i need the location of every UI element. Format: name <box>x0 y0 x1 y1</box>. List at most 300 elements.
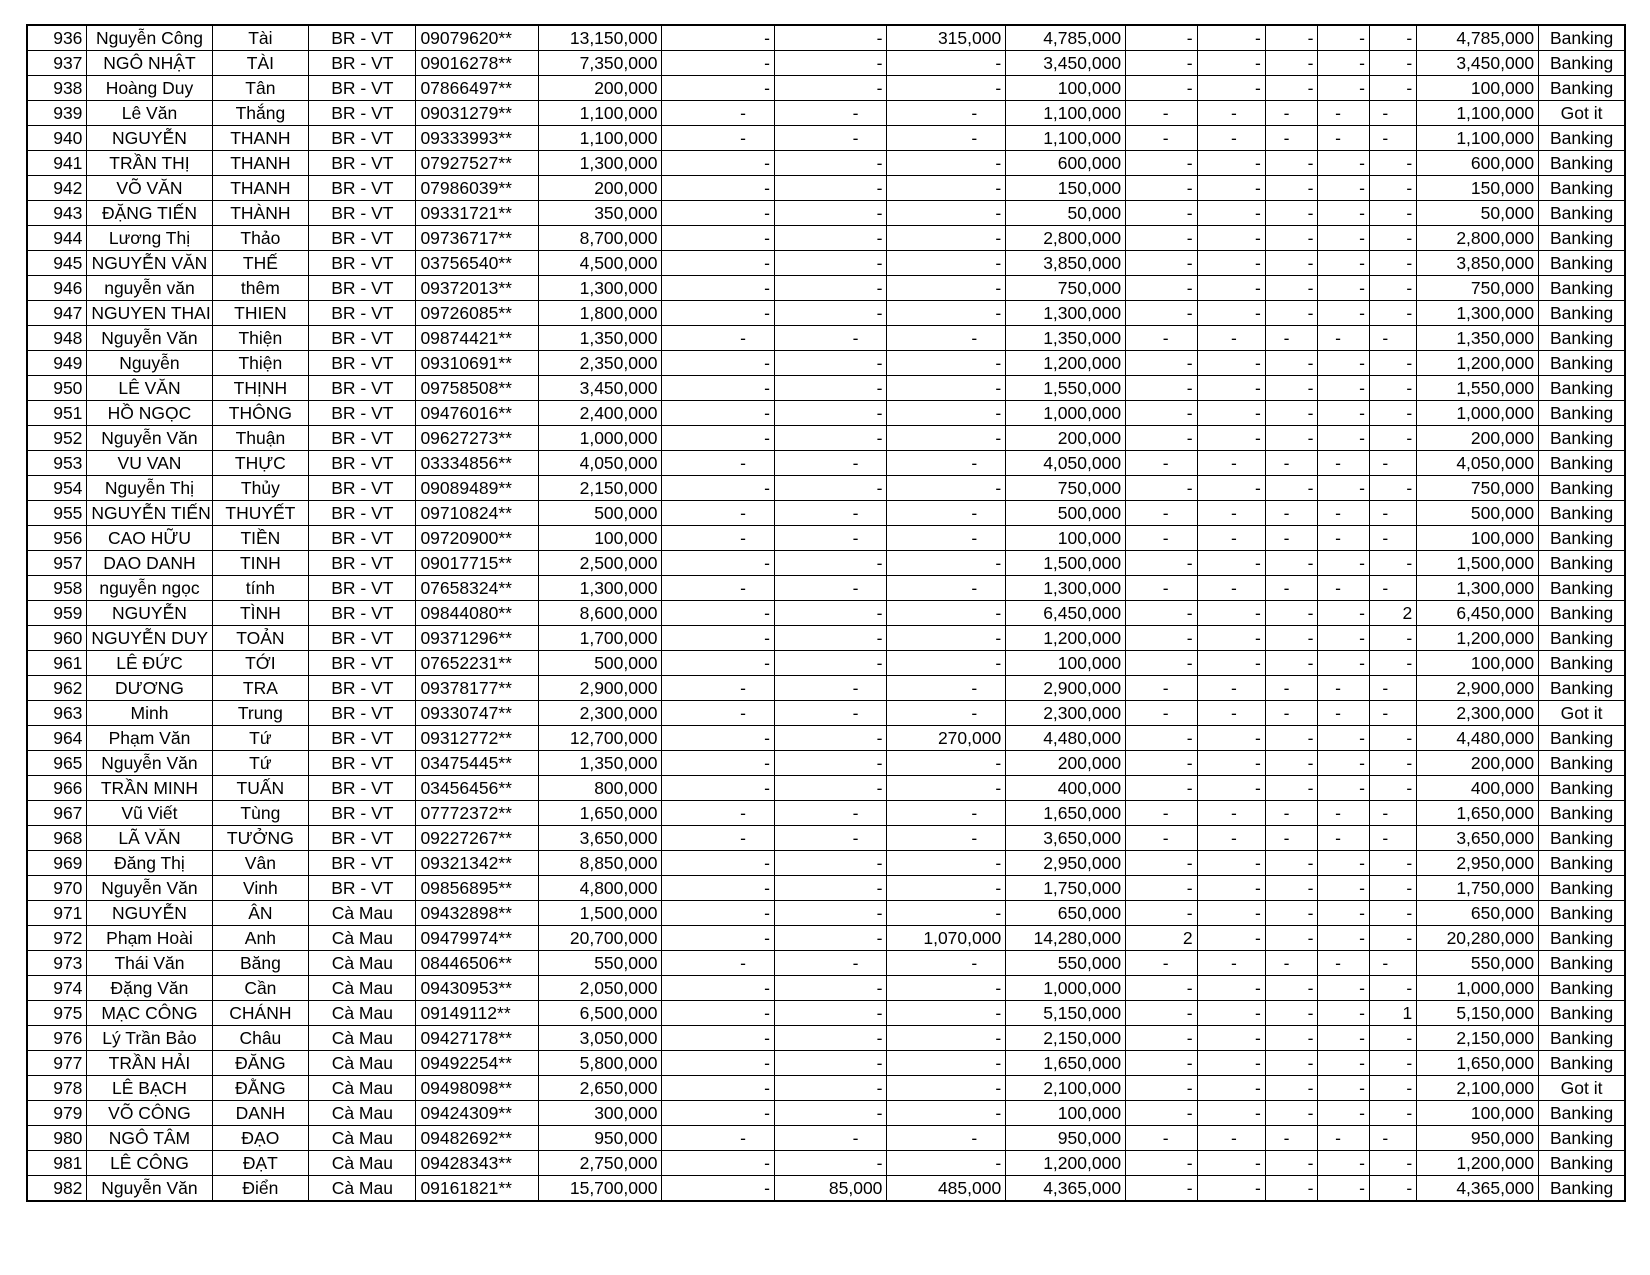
cell-amount-total: 1,350,000 <box>539 326 662 351</box>
cell-row-number: 955 <box>27 501 87 526</box>
cell-amount-final: 50,000 <box>1417 201 1539 226</box>
cell-row-number: 944 <box>27 226 87 251</box>
cell-province: BR - VT <box>309 376 416 401</box>
cell-count-a: - <box>1126 726 1197 751</box>
cell-count-c: - <box>1265 1076 1318 1101</box>
cell-count-b: - <box>1197 1101 1265 1126</box>
cell-amount-final: 1,200,000 <box>1417 1151 1539 1176</box>
cell-count-d: - <box>1318 776 1370 801</box>
cell-phone: 09149112** <box>416 1001 539 1026</box>
cell-amount-paid: 2,150,000 <box>1006 1026 1126 1051</box>
cell-amount-final: 500,000 <box>1417 501 1539 526</box>
cell-count-b: - <box>1197 601 1265 626</box>
cell-count-c: - <box>1265 751 1318 776</box>
cell-amount-paid: 3,650,000 <box>1006 826 1126 851</box>
cell-deduction-a: - <box>662 226 774 251</box>
cell-phone: 03475445** <box>416 751 539 776</box>
cell-deduction-c: - <box>887 476 1006 501</box>
cell-count-a: - <box>1126 476 1197 501</box>
cell-payment-method: Banking <box>1539 25 1625 51</box>
cell-count-c: - <box>1265 151 1318 176</box>
cell-province: BR - VT <box>309 276 416 301</box>
cell-province: BR - VT <box>309 176 416 201</box>
cell-amount-final: 1,000,000 <box>1417 401 1539 426</box>
cell-phone: 07772372** <box>416 801 539 826</box>
cell-amount-total: 15,700,000 <box>539 1176 662 1202</box>
cell-given-name: DANH <box>212 1101 309 1126</box>
cell-province: BR - VT <box>309 726 416 751</box>
cell-phone: 03334856** <box>416 451 539 476</box>
cell-phone: 07866497** <box>416 76 539 101</box>
cell-count-d: - <box>1318 876 1370 901</box>
cell-deduction-a: - <box>662 476 774 501</box>
table-row <box>27 551 1625 576</box>
cell-amount-paid: 1,100,000 <box>1006 126 1126 151</box>
cell-deduction-a: - <box>662 626 774 651</box>
cell-amount-total: 950,000 <box>539 1126 662 1151</box>
cell-deduction-a: - <box>662 726 774 751</box>
cell-deduction-b: - <box>774 876 886 901</box>
cell-count-e: - <box>1369 951 1416 976</box>
cell-count-c: - <box>1265 326 1318 351</box>
cell-surname: nguyễn ngọc <box>87 576 212 601</box>
cell-count-a: - <box>1126 1051 1197 1076</box>
cell-count-e: 1 <box>1369 1001 1416 1026</box>
cell-amount-paid: 1,100,000 <box>1006 101 1126 126</box>
cell-count-b: - <box>1197 751 1265 776</box>
cell-phone: 07927527** <box>416 151 539 176</box>
cell-payment-method: Banking <box>1539 1151 1625 1176</box>
cell-given-name: Tứ <box>212 751 309 776</box>
table-row <box>27 426 1625 451</box>
cell-phone: 09330747** <box>416 701 539 726</box>
cell-count-d: - <box>1318 126 1370 151</box>
table-row <box>27 1026 1625 1051</box>
cell-count-d: - <box>1318 801 1370 826</box>
cell-deduction-a: - <box>662 1051 774 1076</box>
cell-amount-paid: 1,500,000 <box>1006 551 1126 576</box>
cell-surname: NGÔ TÂM <box>87 1126 212 1151</box>
cell-amount-paid: 50,000 <box>1006 201 1126 226</box>
cell-count-b: - <box>1197 1001 1265 1026</box>
cell-count-c: - <box>1265 451 1318 476</box>
cell-row-number: 969 <box>27 851 87 876</box>
cell-province: BR - VT <box>309 876 416 901</box>
cell-deduction-a: - <box>662 301 774 326</box>
cell-amount-paid: 200,000 <box>1006 751 1126 776</box>
cell-amount-paid: 150,000 <box>1006 176 1126 201</box>
cell-deduction-c: 315,000 <box>887 25 1006 51</box>
cell-deduction-b: - <box>774 1126 886 1151</box>
cell-payment-method: Banking <box>1539 226 1625 251</box>
cell-count-c: - <box>1265 901 1318 926</box>
cell-count-b: - <box>1197 851 1265 876</box>
cell-amount-paid: 2,100,000 <box>1006 1076 1126 1101</box>
cell-amount-final: 1,350,000 <box>1417 326 1539 351</box>
cell-count-d: - <box>1318 326 1370 351</box>
cell-given-name: Vinh <box>212 876 309 901</box>
cell-amount-total: 500,000 <box>539 501 662 526</box>
cell-row-number: 959 <box>27 601 87 626</box>
table-row <box>27 176 1625 201</box>
cell-deduction-b: - <box>774 151 886 176</box>
cell-amount-paid: 3,850,000 <box>1006 251 1126 276</box>
cell-deduction-a: - <box>662 651 774 676</box>
cell-surname: TRẦN MINH <box>87 776 212 801</box>
cell-amount-total: 2,300,000 <box>539 701 662 726</box>
cell-count-c: - <box>1265 776 1318 801</box>
cell-deduction-b: - <box>774 226 886 251</box>
cell-amount-total: 2,650,000 <box>539 1076 662 1101</box>
cell-row-number: 951 <box>27 401 87 426</box>
cell-given-name: Thiện <box>212 351 309 376</box>
cell-count-e: - <box>1369 926 1416 951</box>
table-row <box>27 451 1625 476</box>
cell-phone: 09378177** <box>416 676 539 701</box>
cell-deduction-b: - <box>774 351 886 376</box>
cell-surname: ĐẶNG TIẾN <box>87 201 212 226</box>
cell-count-d: - <box>1318 376 1370 401</box>
cell-given-name: TÀI <box>212 51 309 76</box>
table-row <box>27 351 1625 376</box>
cell-given-name: ĐẠO <box>212 1126 309 1151</box>
cell-deduction-b: - <box>774 51 886 76</box>
cell-amount-total: 1,300,000 <box>539 576 662 601</box>
cell-payment-method: Banking <box>1539 1126 1625 1151</box>
cell-amount-paid: 1,200,000 <box>1006 1151 1126 1176</box>
cell-row-number: 937 <box>27 51 87 76</box>
cell-row-number: 965 <box>27 751 87 776</box>
cell-count-c: - <box>1265 25 1318 51</box>
cell-count-d: - <box>1318 1101 1370 1126</box>
cell-count-e: - <box>1369 251 1416 276</box>
cell-deduction-c: - <box>887 226 1006 251</box>
cell-amount-paid: 5,150,000 <box>1006 1001 1126 1026</box>
cell-province: BR - VT <box>309 851 416 876</box>
cell-phone: 09720900** <box>416 526 539 551</box>
cell-deduction-b: - <box>774 926 886 951</box>
cell-amount-paid: 750,000 <box>1006 276 1126 301</box>
cell-amount-total: 2,500,000 <box>539 551 662 576</box>
table-row <box>27 876 1625 901</box>
cell-payment-method: Banking <box>1539 76 1625 101</box>
cell-amount-total: 3,650,000 <box>539 826 662 851</box>
cell-deduction-b: - <box>774 76 886 101</box>
table-row <box>27 851 1625 876</box>
cell-deduction-a: - <box>662 101 774 126</box>
table-row <box>27 151 1625 176</box>
cell-amount-paid: 950,000 <box>1006 1126 1126 1151</box>
cell-row-number: 949 <box>27 351 87 376</box>
cell-row-number: 952 <box>27 426 87 451</box>
cell-amount-paid: 1,650,000 <box>1006 801 1126 826</box>
cell-row-number: 950 <box>27 376 87 401</box>
cell-deduction-c: - <box>887 426 1006 451</box>
cell-count-a: - <box>1126 176 1197 201</box>
table-row <box>27 1176 1625 1202</box>
cell-count-e: - <box>1369 1126 1416 1151</box>
cell-deduction-a: - <box>662 176 774 201</box>
cell-province: BR - VT <box>309 601 416 626</box>
cell-count-d: - <box>1318 351 1370 376</box>
cell-amount-paid: 1,000,000 <box>1006 976 1126 1001</box>
cell-amount-total: 100,000 <box>539 526 662 551</box>
cell-payment-method: Banking <box>1539 976 1625 1001</box>
cell-row-number: 940 <box>27 126 87 151</box>
cell-count-a: - <box>1126 901 1197 926</box>
cell-payment-method: Banking <box>1539 251 1625 276</box>
cell-payment-method: Banking <box>1539 576 1625 601</box>
cell-count-b: - <box>1197 401 1265 426</box>
cell-phone: 09432898** <box>416 901 539 926</box>
cell-amount-total: 4,500,000 <box>539 251 662 276</box>
cell-count-b: - <box>1197 51 1265 76</box>
cell-phone: 09492254** <box>416 1051 539 1076</box>
cell-phone: 09479974** <box>416 926 539 951</box>
cell-deduction-c: - <box>887 151 1006 176</box>
cell-given-name: Vân <box>212 851 309 876</box>
cell-given-name: thêm <box>212 276 309 301</box>
cell-deduction-b: - <box>774 276 886 301</box>
cell-count-a: - <box>1126 551 1197 576</box>
cell-surname: NGUYỄN VĂN <box>87 251 212 276</box>
cell-count-b: - <box>1197 1176 1265 1202</box>
cell-deduction-a: - <box>662 451 774 476</box>
cell-province: BR - VT <box>309 651 416 676</box>
cell-given-name: THUYẾT <box>212 501 309 526</box>
table-row <box>27 1126 1625 1151</box>
table-row <box>27 126 1625 151</box>
cell-count-a: - <box>1126 326 1197 351</box>
cell-given-name: TOẢN <box>212 626 309 651</box>
cell-deduction-a: - <box>662 776 774 801</box>
cell-surname: Nguyễn <box>87 351 212 376</box>
cell-row-number: 942 <box>27 176 87 201</box>
cell-count-a: - <box>1126 526 1197 551</box>
cell-count-c: - <box>1265 951 1318 976</box>
cell-deduction-b: - <box>774 801 886 826</box>
cell-count-a: - <box>1126 1001 1197 1026</box>
cell-province: BR - VT <box>309 201 416 226</box>
table-row <box>27 951 1625 976</box>
cell-row-number: 954 <box>27 476 87 501</box>
cell-phone: 09031279** <box>416 101 539 126</box>
cell-amount-total: 5,800,000 <box>539 1051 662 1076</box>
cell-count-c: - <box>1265 401 1318 426</box>
cell-count-c: - <box>1265 1176 1318 1202</box>
cell-amount-total: 8,600,000 <box>539 601 662 626</box>
cell-phone: 09856895** <box>416 876 539 901</box>
cell-row-number: 961 <box>27 651 87 676</box>
cell-count-d: - <box>1318 1176 1370 1202</box>
table-row <box>27 1151 1625 1176</box>
table-row <box>27 476 1625 501</box>
cell-amount-final: 2,100,000 <box>1417 1076 1539 1101</box>
cell-province: Cà Mau <box>309 1001 416 1026</box>
cell-amount-paid: 1,650,000 <box>1006 1051 1126 1076</box>
cell-count-b: - <box>1197 826 1265 851</box>
cell-payment-method: Banking <box>1539 926 1625 951</box>
cell-deduction-b: - <box>774 601 886 626</box>
cell-deduction-a: - <box>662 826 774 851</box>
cell-deduction-b: - <box>774 526 886 551</box>
cell-surname: NGUYỄN <box>87 126 212 151</box>
cell-deduction-b: - <box>774 1051 886 1076</box>
cell-count-b: - <box>1197 676 1265 701</box>
cell-amount-total: 550,000 <box>539 951 662 976</box>
cell-phone: 09372013** <box>416 276 539 301</box>
cell-count-a: - <box>1126 1176 1197 1202</box>
cell-surname: Hoàng Duy <box>87 76 212 101</box>
cell-amount-final: 1,300,000 <box>1417 576 1539 601</box>
cell-amount-total: 200,000 <box>539 176 662 201</box>
cell-row-number: 981 <box>27 1151 87 1176</box>
cell-count-d: - <box>1318 501 1370 526</box>
cell-surname: NGUYEN THAI <box>87 301 212 326</box>
cell-amount-paid: 2,800,000 <box>1006 226 1126 251</box>
cell-amount-final: 3,850,000 <box>1417 251 1539 276</box>
cell-count-a: - <box>1126 676 1197 701</box>
cell-count-e: - <box>1369 676 1416 701</box>
cell-count-e: - <box>1369 226 1416 251</box>
cell-surname: NGUYỄN <box>87 601 212 626</box>
cell-surname: LÊ CÔNG <box>87 1151 212 1176</box>
cell-province: BR - VT <box>309 801 416 826</box>
cell-amount-paid: 1,300,000 <box>1006 576 1126 601</box>
cell-amount-paid: 500,000 <box>1006 501 1126 526</box>
cell-given-name: Trung <box>212 701 309 726</box>
table-row <box>27 801 1625 826</box>
cell-given-name: TINH <box>212 551 309 576</box>
cell-count-a: - <box>1126 826 1197 851</box>
cell-count-e: - <box>1369 376 1416 401</box>
cell-province: BR - VT <box>309 751 416 776</box>
cell-row-number: 945 <box>27 251 87 276</box>
cell-amount-paid: 1,200,000 <box>1006 351 1126 376</box>
cell-count-b: - <box>1197 301 1265 326</box>
cell-amount-final: 200,000 <box>1417 426 1539 451</box>
cell-amount-total: 1,300,000 <box>539 276 662 301</box>
cell-given-name: Thuận <box>212 426 309 451</box>
cell-deduction-b: - <box>774 1076 886 1101</box>
cell-count-a: - <box>1126 301 1197 326</box>
cell-count-a: - <box>1126 1151 1197 1176</box>
cell-count-a: - <box>1126 1101 1197 1126</box>
table-row <box>27 251 1625 276</box>
cell-count-b: - <box>1197 1076 1265 1101</box>
cell-amount-total: 2,750,000 <box>539 1151 662 1176</box>
cell-phone: 09874421** <box>416 326 539 351</box>
cell-count-a: - <box>1126 426 1197 451</box>
cell-count-c: - <box>1265 601 1318 626</box>
cell-province: BR - VT <box>309 576 416 601</box>
cell-deduction-b: - <box>774 551 886 576</box>
cell-count-e: - <box>1369 526 1416 551</box>
cell-deduction-b: - <box>774 851 886 876</box>
cell-amount-total: 1,300,000 <box>539 151 662 176</box>
cell-payment-method: Got it <box>1539 701 1625 726</box>
cell-deduction-c: 1,070,000 <box>887 926 1006 951</box>
cell-given-name: THANH <box>212 176 309 201</box>
cell-amount-final: 1,100,000 <box>1417 101 1539 126</box>
cell-surname: Lương Thị <box>87 226 212 251</box>
cell-row-number: 963 <box>27 701 87 726</box>
cell-deduction-c: - <box>887 1076 1006 1101</box>
cell-payment-method: Banking <box>1539 426 1625 451</box>
cell-count-a: - <box>1126 1126 1197 1151</box>
cell-deduction-b: - <box>774 326 886 351</box>
cell-count-d: - <box>1318 476 1370 501</box>
cell-count-e: - <box>1369 901 1416 926</box>
cell-amount-paid: 650,000 <box>1006 901 1126 926</box>
cell-amount-final: 1,200,000 <box>1417 626 1539 651</box>
cell-province: BR - VT <box>309 426 416 451</box>
cell-given-name: Thủy <box>212 476 309 501</box>
cell-deduction-c: - <box>887 201 1006 226</box>
cell-deduction-c: - <box>887 326 1006 351</box>
cell-deduction-a: - <box>662 1001 774 1026</box>
cell-count-d: - <box>1318 401 1370 426</box>
cell-deduction-a: - <box>662 1101 774 1126</box>
cell-deduction-a: - <box>662 1026 774 1051</box>
cell-count-e: - <box>1369 776 1416 801</box>
cell-amount-final: 1,100,000 <box>1417 126 1539 151</box>
cell-phone: 09310691** <box>416 351 539 376</box>
table-row <box>27 526 1625 551</box>
cell-deduction-b: - <box>774 1001 886 1026</box>
cell-count-d: - <box>1318 25 1370 51</box>
cell-amount-final: 100,000 <box>1417 1101 1539 1126</box>
cell-phone: 09476016** <box>416 401 539 426</box>
cell-count-c: - <box>1265 801 1318 826</box>
cell-payment-method: Banking <box>1539 276 1625 301</box>
cell-province: BR - VT <box>309 326 416 351</box>
cell-count-b: - <box>1197 701 1265 726</box>
cell-phone: 09844080** <box>416 601 539 626</box>
cell-amount-paid: 2,900,000 <box>1006 676 1126 701</box>
cell-count-c: - <box>1265 526 1318 551</box>
cell-surname: Nguyễn Văn <box>87 326 212 351</box>
cell-deduction-a: - <box>662 801 774 826</box>
cell-phone: 07652231** <box>416 651 539 676</box>
cell-count-a: - <box>1126 201 1197 226</box>
cell-surname: Minh <box>87 701 212 726</box>
cell-deduction-b: - <box>774 126 886 151</box>
cell-amount-paid: 750,000 <box>1006 476 1126 501</box>
cell-given-name: THỊNH <box>212 376 309 401</box>
cell-deduction-c: - <box>887 401 1006 426</box>
cell-count-e: - <box>1369 801 1416 826</box>
cell-count-e: - <box>1369 1026 1416 1051</box>
cell-count-d: - <box>1318 301 1370 326</box>
cell-count-c: - <box>1265 276 1318 301</box>
cell-count-e: - <box>1369 326 1416 351</box>
cell-count-e: - <box>1369 151 1416 176</box>
cell-count-e: - <box>1369 1076 1416 1101</box>
cell-count-b: - <box>1197 126 1265 151</box>
cell-row-number: 946 <box>27 276 87 301</box>
cell-province: BR - VT <box>309 401 416 426</box>
cell-province: Cà Mau <box>309 951 416 976</box>
cell-deduction-b: - <box>774 426 886 451</box>
cell-phone: 09726085** <box>416 301 539 326</box>
cell-phone: 07658324** <box>416 576 539 601</box>
cell-deduction-a: - <box>662 326 774 351</box>
table-row <box>27 726 1625 751</box>
cell-count-c: - <box>1265 251 1318 276</box>
cell-count-a: - <box>1126 651 1197 676</box>
cell-province: Cà Mau <box>309 1176 416 1202</box>
